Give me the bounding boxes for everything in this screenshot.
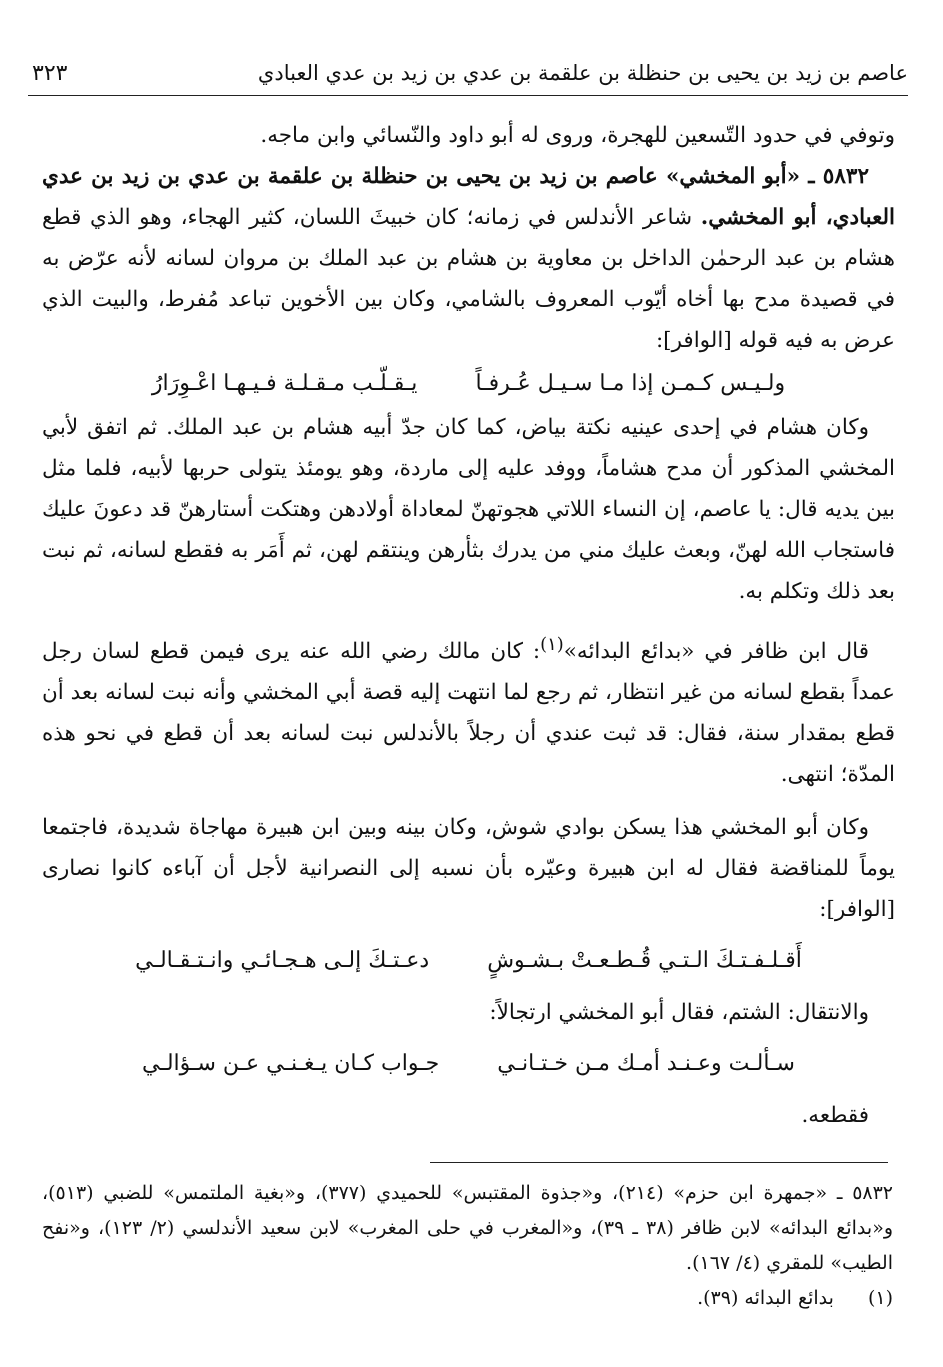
footnote-ref-1: (١) xyxy=(540,634,564,655)
paragraph-qata-ahu: فقطعه. xyxy=(801,1103,869,1129)
verse-2-second-hemistich: دعـتـكَ إلـى هـجـائـي وانـتـقـالـي xyxy=(135,948,430,974)
page-header xyxy=(28,55,908,96)
ibn-zafir-text: : كان مالك رضي الله عنه يرى فيمن قطع لسان رجل عمداً بقطع لسانه من غير انتظار، ثم رجع لما انتهت إليه قصة أبي المخشي وأنه نبت لسانه بعد أن قطع بمقدار سنة، فقال: قد ثبت عندي أن رجلاً بالأندلس نبت لسانه بعد أن قطع في نحو هذه المدّة؛ انتهى. xyxy=(42,639,895,788)
verse-line-1 xyxy=(42,361,895,407)
paragraph-intiqal: والانتقال: الشتم، فقال أبو المخشي ارتجالاً: xyxy=(489,1000,869,1026)
footnote-1 xyxy=(42,1281,893,1316)
verse-line-3 xyxy=(42,1033,895,1095)
footnote-1-text: بدائع البدائه (٣٩). xyxy=(697,1287,834,1309)
paragraph-wadi-shosh: وكان أبو المخشي هذا يسكن بوادي شوش، وكان بينه وبين ابن هبيرة مهاجاة شديدة، فاجتمعا يوماً للمناقضة فقال له ابن هبيرة وعيّره بأن نسبه إلى النصرانية لأجل أن آباءه كانوا نصارى [الوافر]: xyxy=(42,815,895,923)
verse-3-second-hemistich: جـواب كـان يـغـنـي عـن سـؤالـي xyxy=(142,1051,440,1077)
running-title: عاصم بن زيد بن يحيى بن حنظلة بن علقمة بن عدي بن زيد بن عدي العبادي xyxy=(257,61,908,85)
entry-heading: ٥٨٣٢ ـ «أبو المخشي» عاصم بن زيد بن يحيى بن حنظلة بن علقمة بن عدي بن زيد بن عدي العبادي، أبو المخشي. xyxy=(42,164,896,230)
ibn-zafir-lead: قال ابن ظافر في «بدائع البدائه» xyxy=(563,639,869,665)
verse-2-first-hemistich: أَقـلـفـتـكَ الـتـي قُـطـعـتْ بـشـوشٍ xyxy=(487,948,802,974)
footnotes xyxy=(42,1176,893,1316)
entry-text: شاعر الأندلس في زمانه؛ كان خبيثَ اللسان، كثير الهجاء، وهو الذي قطع هشام بن عبد الرحمٰن الداخل بن معاوية بن هشام بن عبد الملك بن مروان لسانه لأنه عرّض به في قصيدة مدح بها أخاه أيّوب المعروف بالشامي، وكان بين الأخوين تباعد مُفرط، والبيت الذي عرض به فيه قوله [الوافر]: xyxy=(42,205,895,353)
page-body xyxy=(42,115,895,1136)
verse-1-second-hemistich: يـقـلّـب مـقـلـة فـيـهـا اعْـوِرَارُ xyxy=(151,371,418,396)
footnote-separator xyxy=(430,1162,888,1163)
paragraph-ibn-zafir xyxy=(42,624,895,795)
paragraph-death: وتوفي في حدود التّسعين للهجرة، وروى له أبو داود والنّسائي وابن ماجه. xyxy=(260,123,895,148)
verse-line-2 xyxy=(42,930,895,992)
page-number: ٣٢٣ xyxy=(32,61,68,86)
verse-3-first-hemistich: سـألـت وعـنـد أمـك مـن خـتـانـي xyxy=(497,1051,795,1077)
footnote-sources: ٥٨٣٢ ـ «جمهرة ابن حزم» (٢١٤)، و«جذوة المقتبس» للحميدي (٣٧٧)، و«بغية الملتمس» للضبي (٥١٣)، و«بدائع البدائه» لابن ظافر (٣٨ ـ ٣٩)، و«المغرب في حلى المغرب» لابن سعيد الأندلسي (٢/ ١٢٣)، و«نفح الطيب» للمقري (٤/ ١٦٧). xyxy=(42,1182,894,1274)
entry-paragraph xyxy=(42,156,895,361)
footnote-1-number: (١) xyxy=(867,1287,893,1309)
paragraph-hisham: وكان هشام في إحدى عينيه نكتة بياض، كما كان جدّ أبيه هشام بن عبد الملك. ثم اتفق لأبي المخشي المذكور أن مدح هشاماً، ووفد عليه إلى ماردة، وهو يومئذ يتولى حربها لأبيه، فلما مثل بين يديه قال: يا عاصم، إن النساء اللاتي هجوتهنّ لمعاداة أولادهن وهتكت أستارهنّ قد دعونَ عليك فاستجاب الله لهنّ، وبعث عليك مني من يدرك بثأرهن وينتقم لهن، ثم أَمَر به فقطع لسانه، ثم نبت بعد ذلك وتكلم به. xyxy=(42,415,895,604)
verse-1-first-hemistich: ولـيـس كـمـن إذا مـا سـيـل عُـرفـاً xyxy=(475,371,786,396)
